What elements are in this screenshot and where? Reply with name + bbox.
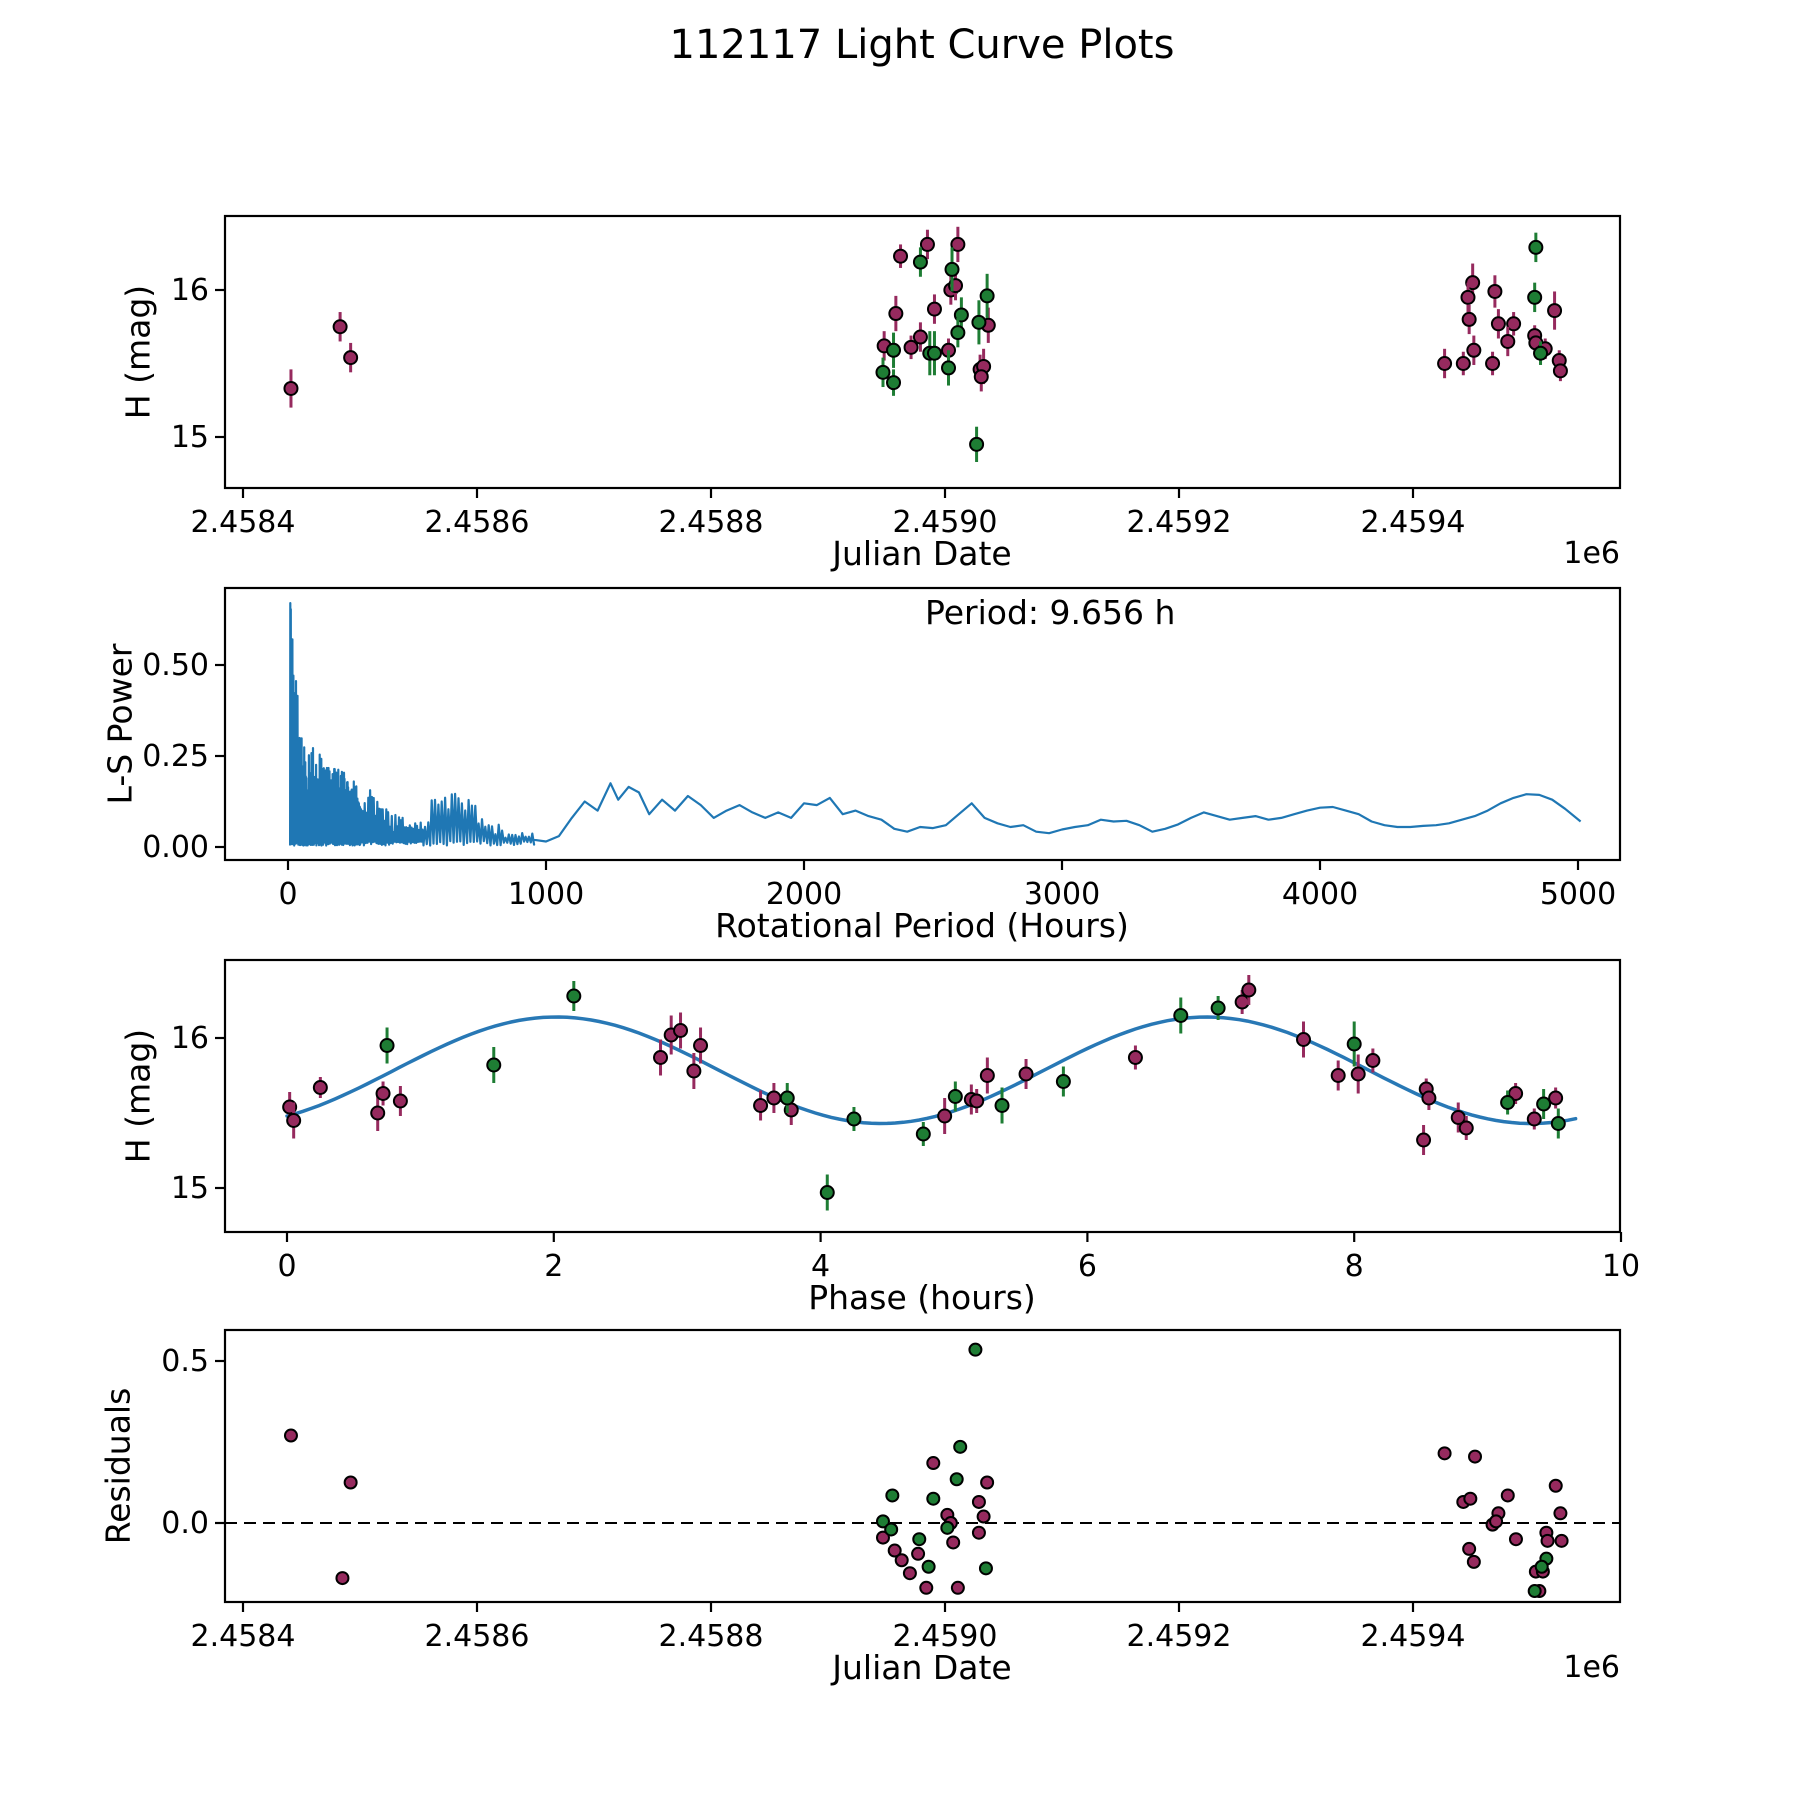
phase_curve-xtick-label: 0	[277, 1249, 297, 1284]
data-point	[981, 1477, 993, 1489]
data-point	[377, 1087, 390, 1100]
data-point	[885, 1523, 897, 1535]
data-point	[1542, 1535, 1554, 1547]
jd_lightcurve-xtick-label: 2.4584	[190, 505, 296, 540]
data-point	[1469, 1451, 1481, 1463]
phase-plot-ylabel: H (mag)	[118, 1028, 158, 1164]
residuals-xtick-label: 2.4588	[658, 1619, 764, 1654]
data-point	[889, 307, 902, 320]
data-point	[941, 1522, 953, 1534]
data-point	[674, 1024, 687, 1037]
residuals-ytick-label: 0.0	[161, 1506, 209, 1541]
residuals-xlabel: Julian Date	[832, 1648, 1012, 1687]
phase_curve-spine	[225, 960, 1620, 1232]
data-point	[1417, 1134, 1430, 1147]
data-point	[1422, 1092, 1435, 1105]
residuals-offset-label: 1e6	[1563, 1650, 1620, 1685]
data-point	[1536, 1561, 1548, 1573]
data-point	[1486, 357, 1499, 370]
data-point	[970, 1095, 983, 1108]
residuals-xtick-label: 2.4586	[424, 1619, 530, 1654]
data-point	[381, 1039, 394, 1052]
data-point	[1550, 1480, 1562, 1492]
fit-line	[287, 1017, 1576, 1124]
data-point	[1439, 1447, 1451, 1459]
data-point	[978, 1511, 990, 1523]
data-point	[973, 1496, 985, 1508]
data-point	[284, 382, 297, 395]
data-point	[1549, 1092, 1562, 1105]
data-point	[1554, 364, 1567, 377]
data-point	[1464, 1493, 1476, 1505]
data-point	[285, 1430, 297, 1442]
periodogram-ytick-label: 0.00	[142, 830, 209, 865]
data-point	[1463, 313, 1476, 326]
residuals-ylabel: Residuals	[98, 1387, 138, 1545]
jd-plot-ylabel: H (mag)	[118, 284, 158, 420]
phase_curve-xtick-label: 8	[1344, 1249, 1364, 1284]
data-point	[928, 303, 941, 316]
periodogram-group	[142, 588, 1620, 912]
data-point	[1490, 1515, 1502, 1527]
data-point	[687, 1065, 700, 1078]
data-point	[1554, 1507, 1566, 1519]
data-point	[1510, 1533, 1522, 1545]
figure-title: 112117 Light Curve Plots	[669, 22, 1175, 68]
phase_curve-group	[171, 960, 1640, 1284]
data-point	[947, 1536, 959, 1548]
periodogram-xtick-label: 5000	[1539, 877, 1617, 912]
data-point	[886, 1489, 898, 1501]
data-point	[917, 1128, 930, 1141]
data-point	[1236, 996, 1249, 1009]
data-point	[694, 1039, 707, 1052]
data-point	[928, 347, 941, 360]
residuals-group	[161, 1330, 1620, 1654]
data-point	[314, 1081, 327, 1094]
data-point	[951, 1473, 963, 1485]
data-point	[1488, 285, 1501, 298]
data-point	[923, 1561, 935, 1573]
phase_curve-ytick-label: 16	[170, 1021, 209, 1056]
periodogram-xtick-label: 4000	[1281, 877, 1359, 912]
data-point	[334, 320, 347, 333]
data-point	[1534, 347, 1547, 360]
data-point	[1463, 1543, 1475, 1555]
periodogram-xlabel: Rotational Period (Hours)	[715, 906, 1129, 945]
data-point	[981, 289, 994, 302]
residuals-xtick-label: 2.4590	[892, 1619, 998, 1654]
data-point	[1492, 317, 1505, 330]
data-point	[1528, 291, 1541, 304]
data-point	[1502, 1489, 1514, 1501]
phase_curve-xtick-label: 4	[811, 1249, 831, 1284]
data-point	[914, 331, 927, 344]
residuals-xtick-label: 2.4584	[190, 1619, 296, 1654]
data-point	[980, 1562, 992, 1574]
data-point	[920, 1582, 932, 1594]
data-point	[336, 1572, 348, 1584]
data-point	[1297, 1033, 1310, 1046]
data-point	[394, 1095, 407, 1108]
residuals-ytick-label: 0.5	[161, 1344, 209, 1379]
data-point	[1457, 357, 1470, 370]
jd_lightcurve-xtick-label: 2.4586	[424, 505, 530, 540]
periodogram-xtick-label: 2000	[765, 877, 843, 912]
data-point	[1438, 357, 1451, 370]
jd_lightcurve-xtick-label: 2.4590	[892, 505, 998, 540]
phase_curve-ytick-label: 15	[170, 1171, 209, 1206]
data-point	[1212, 1002, 1225, 1015]
residuals-xtick-label: 2.4592	[1126, 1619, 1232, 1654]
data-point	[1366, 1054, 1379, 1067]
data-point	[904, 1567, 916, 1579]
data-point	[1057, 1075, 1070, 1088]
jd-plot-offset-label: 1e6	[1563, 536, 1620, 571]
jd_lightcurve-xtick-label: 2.4592	[1126, 505, 1232, 540]
data-point	[1537, 1098, 1550, 1111]
data-point	[1501, 1096, 1514, 1109]
data-point	[1461, 291, 1474, 304]
periodogram-xtick-label: 0	[278, 877, 298, 912]
residuals-xtick-label: 2.4594	[1360, 1619, 1466, 1654]
data-point	[371, 1107, 384, 1120]
data-point	[1552, 1117, 1565, 1130]
data-point	[1020, 1068, 1033, 1081]
phase_curve-xtick-label: 10	[1601, 1249, 1641, 1284]
data-point	[969, 1344, 981, 1356]
data-point	[973, 1527, 985, 1539]
data-point	[914, 256, 927, 269]
periodogram-xtick-label: 3000	[1023, 877, 1101, 912]
data-point	[821, 1186, 834, 1199]
period-annotation: Period: 9.656 h	[925, 593, 1176, 632]
data-point	[972, 316, 985, 329]
data-point	[1348, 1038, 1361, 1051]
data-point	[912, 1548, 924, 1560]
data-point	[921, 238, 934, 251]
data-point	[1174, 1009, 1187, 1022]
data-point	[975, 370, 988, 383]
periodogram-line	[290, 603, 1581, 845]
data-point	[767, 1092, 780, 1105]
data-point	[1460, 1122, 1473, 1135]
periodogram-ytick-label: 0.50	[142, 648, 209, 683]
jd_lightcurve-xtick-label: 2.4588	[658, 505, 764, 540]
data-point	[970, 438, 983, 451]
jd_lightcurve-ytick-label: 15	[170, 420, 209, 455]
data-point	[781, 1092, 794, 1105]
phase_curve-xtick-label: 2	[544, 1249, 564, 1284]
data-point	[887, 376, 900, 389]
data-point	[567, 990, 580, 1003]
jd_lightcurve-ytick-label: 16	[170, 273, 209, 308]
data-point	[1332, 1069, 1345, 1082]
data-point	[876, 366, 889, 379]
residuals-spine	[225, 1330, 1620, 1602]
periodogram-ytick-label: 0.25	[142, 739, 209, 774]
data-point	[1242, 984, 1255, 997]
data-point	[1467, 344, 1480, 357]
data-point	[1556, 1535, 1568, 1547]
data-point	[927, 1457, 939, 1469]
data-point	[942, 361, 955, 374]
data-point	[951, 326, 964, 339]
data-point	[1501, 335, 1514, 348]
data-point	[1548, 304, 1561, 317]
periodogram-xtick-label: 1000	[507, 877, 585, 912]
data-point	[487, 1059, 500, 1072]
data-point	[1352, 1068, 1365, 1081]
data-point	[894, 250, 907, 263]
data-point	[913, 1533, 925, 1545]
data-point	[946, 263, 959, 276]
periodogram-ylabel: L-S Power	[100, 643, 140, 805]
data-point	[952, 1582, 964, 1594]
data-point	[654, 1051, 667, 1064]
data-point	[981, 1069, 994, 1082]
data-point	[949, 1090, 962, 1103]
data-point	[754, 1099, 767, 1112]
data-point	[896, 1554, 908, 1566]
data-point	[927, 1493, 939, 1505]
data-point	[287, 1114, 300, 1127]
jd_lightcurve-xtick-label: 2.4594	[1360, 505, 1466, 540]
data-point	[954, 1441, 966, 1453]
data-point	[887, 344, 900, 357]
phase_curve-xtick-label: 6	[1077, 1249, 1097, 1284]
data-point	[1529, 1585, 1541, 1597]
data-point	[847, 1113, 860, 1126]
data-point	[1129, 1051, 1142, 1064]
data-point	[996, 1099, 1009, 1112]
jd_lightcurve-group	[171, 216, 1620, 540]
data-point	[1528, 1113, 1541, 1126]
data-point	[345, 1477, 357, 1489]
data-point	[1529, 241, 1542, 254]
data-point	[344, 351, 357, 364]
jd-plot-xlabel: Julian Date	[832, 534, 1012, 573]
phase-plot-xlabel: Phase (hours)	[808, 1278, 1036, 1317]
data-point	[1468, 1556, 1480, 1568]
data-point	[938, 1110, 951, 1123]
